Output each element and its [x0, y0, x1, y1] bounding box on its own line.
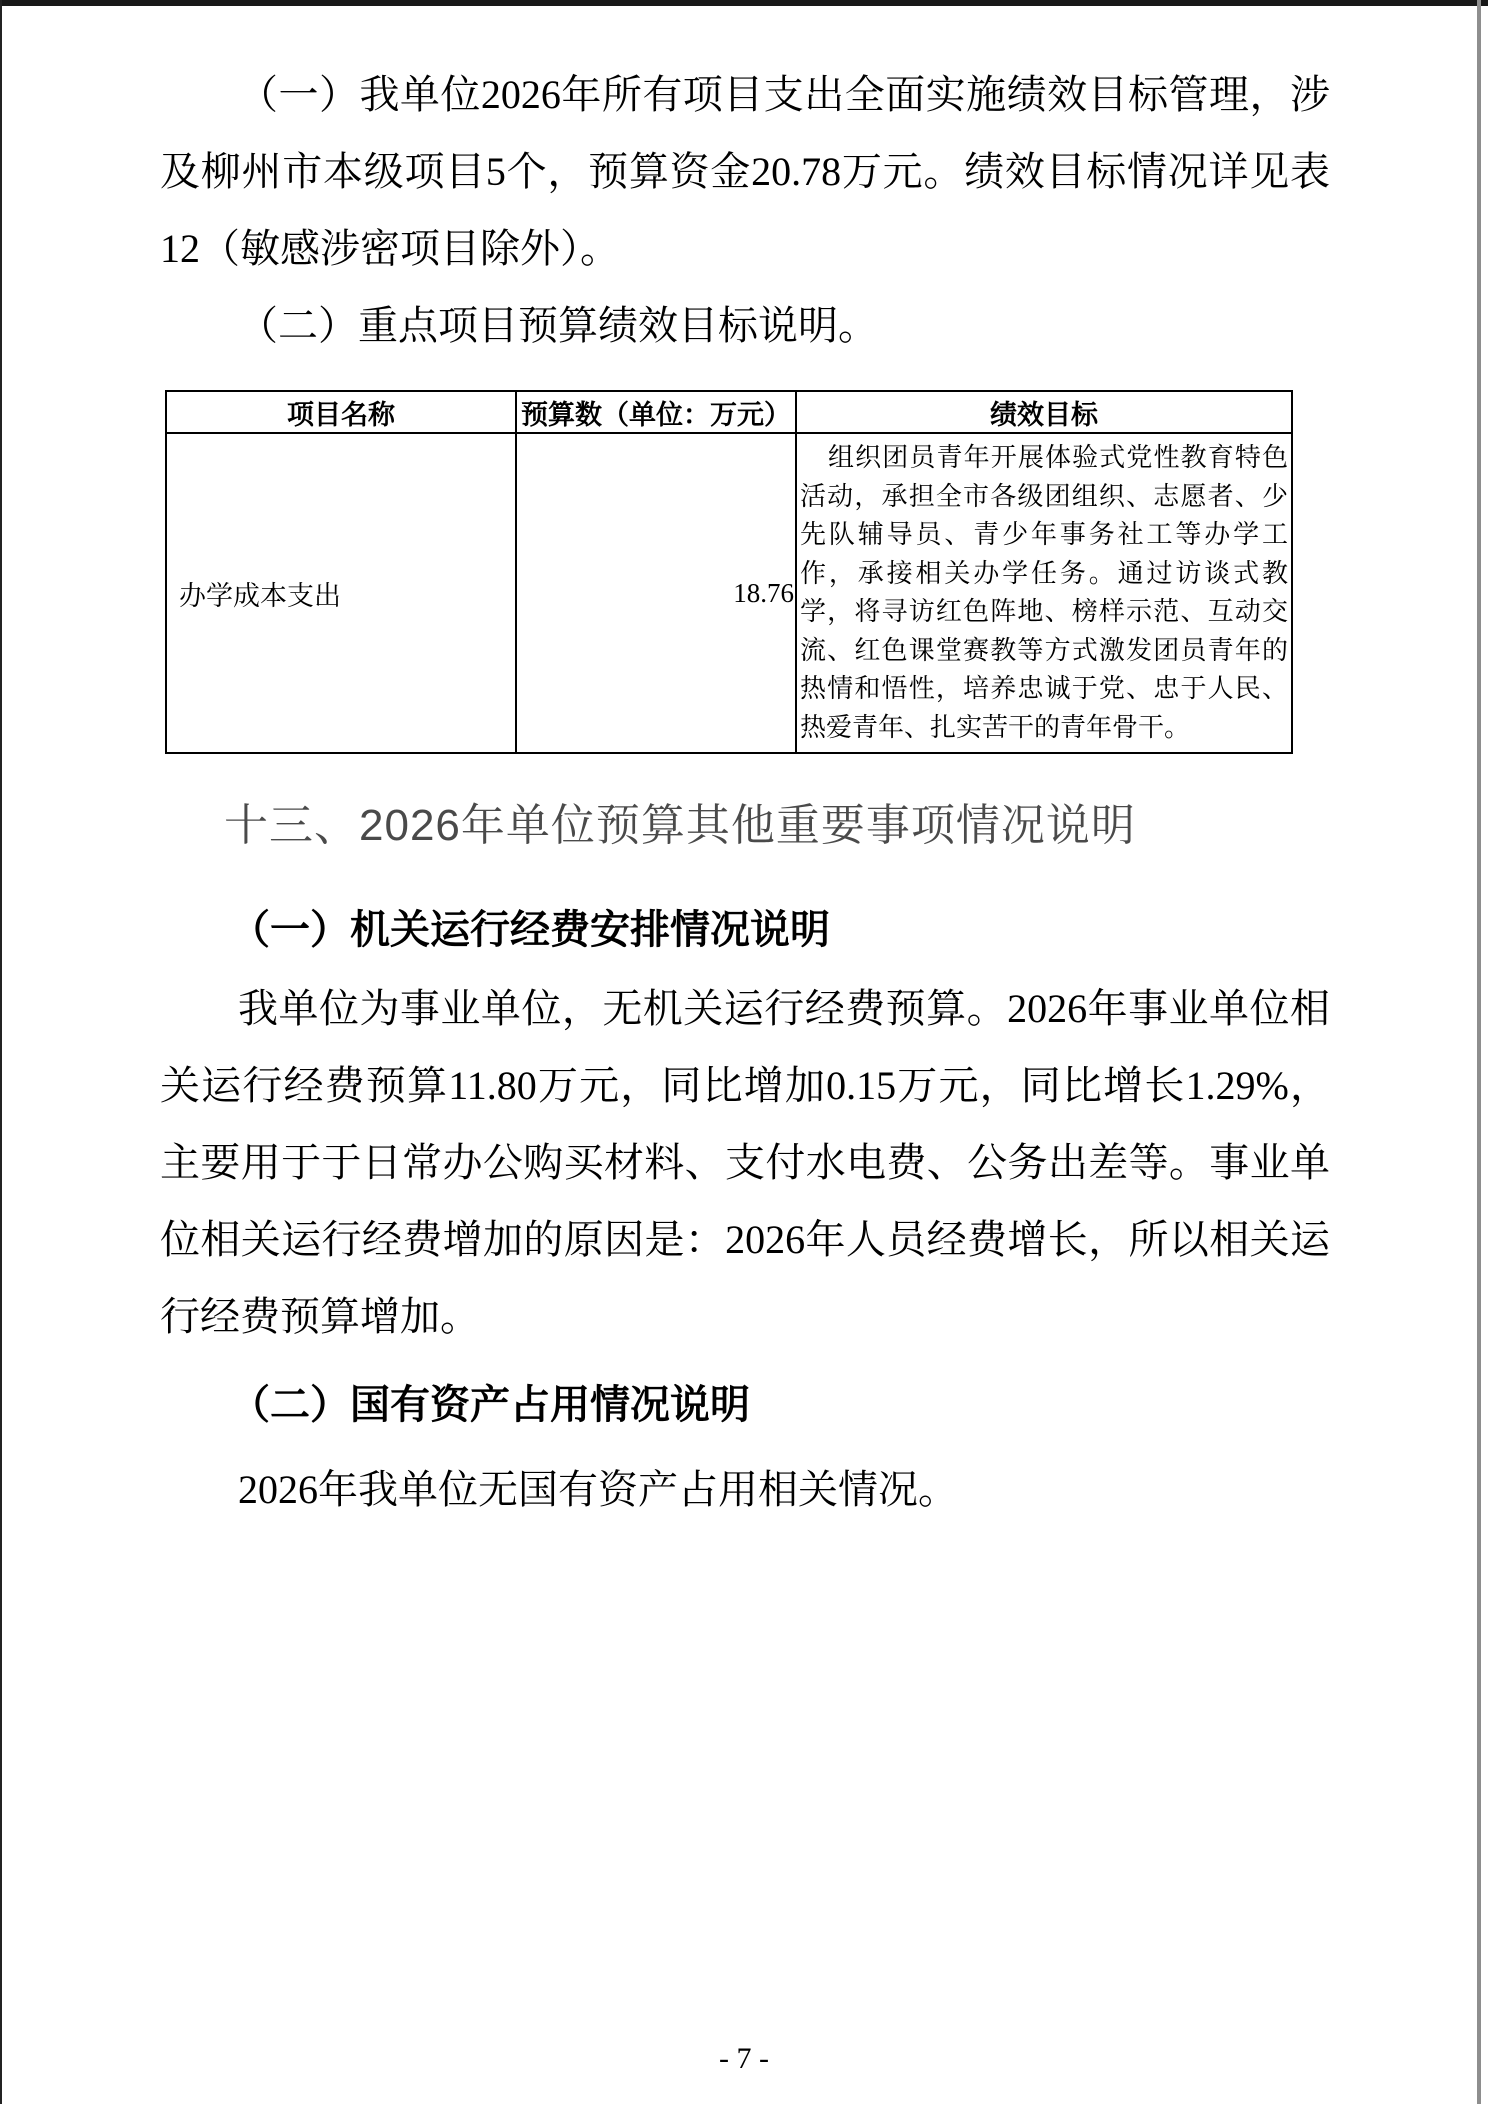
intro-paragraph-1: （一）我单位2026年所有项目支出全面实施绩效目标管理，涉及柳州市本级项目5个，预算资金20.78万元。绩效目标情况详见表12（敏感涉密项目除外）。: [160, 72, 1330, 271]
cell-project-name: 办学成本支出: [166, 433, 516, 753]
cell-budget: 18.76: [516, 433, 796, 753]
page-content: [160, 56, 1330, 1528]
page-number: - 7 -: [719, 2042, 769, 2075]
scan-edge-left: [0, 0, 2, 2104]
subsection-2-title: （二）国有资产占用情况说明: [230, 1383, 750, 1427]
header-project-name: 项目名称: [166, 391, 516, 433]
table-row: [166, 433, 1292, 753]
section-13-title: 十三、2026年单位预算其他重要事项情况说明: [224, 801, 1136, 850]
subsection-1-body: 我单位为事业单位，无机关运行经费预算。2026年事业单位相关运行经费预算11.80万元，同比增加0.15万元，同比增长1.29%，主要用于于日常办公购买材料、支付水电费、公务出差等。事业单位相关运行经费增加的原因是：2026年人员经费增长，所以相关运行经费预算增加。: [160, 986, 1330, 1339]
performance-target-table: [165, 390, 1293, 754]
subsection-1-title: （一）机关运行经费安排情况说明: [230, 908, 830, 952]
table-header-row: [166, 391, 1292, 433]
header-performance-target: 绩效目标: [796, 391, 1292, 433]
header-budget: 预算数（单位：万元）: [516, 391, 796, 433]
subsection-2-body: 2026年我单位无国有资产占用相关情况。: [238, 1467, 958, 1512]
intro-paragraph-2: （二）重点项目预算绩效目标说明。: [238, 303, 878, 348]
cell-performance-target: 组织团员青年开展体验式党性教育特色活动，承担全市各级团组织、志愿者、少先队辅导员、青少年事务社工等办学工作，承接相关办学任务。通过访谈式教学，将寻访红色阵地、榜样示范、互动交流、红色课堂赛教等方式激发团员青年的热情和悟性，培养忠诚于党、忠于人民、热爱青年、扎实苦干的青年骨干。: [796, 433, 1292, 753]
scan-edge-top: [0, 0, 1488, 6]
scan-edge-right: [1477, 0, 1481, 2104]
